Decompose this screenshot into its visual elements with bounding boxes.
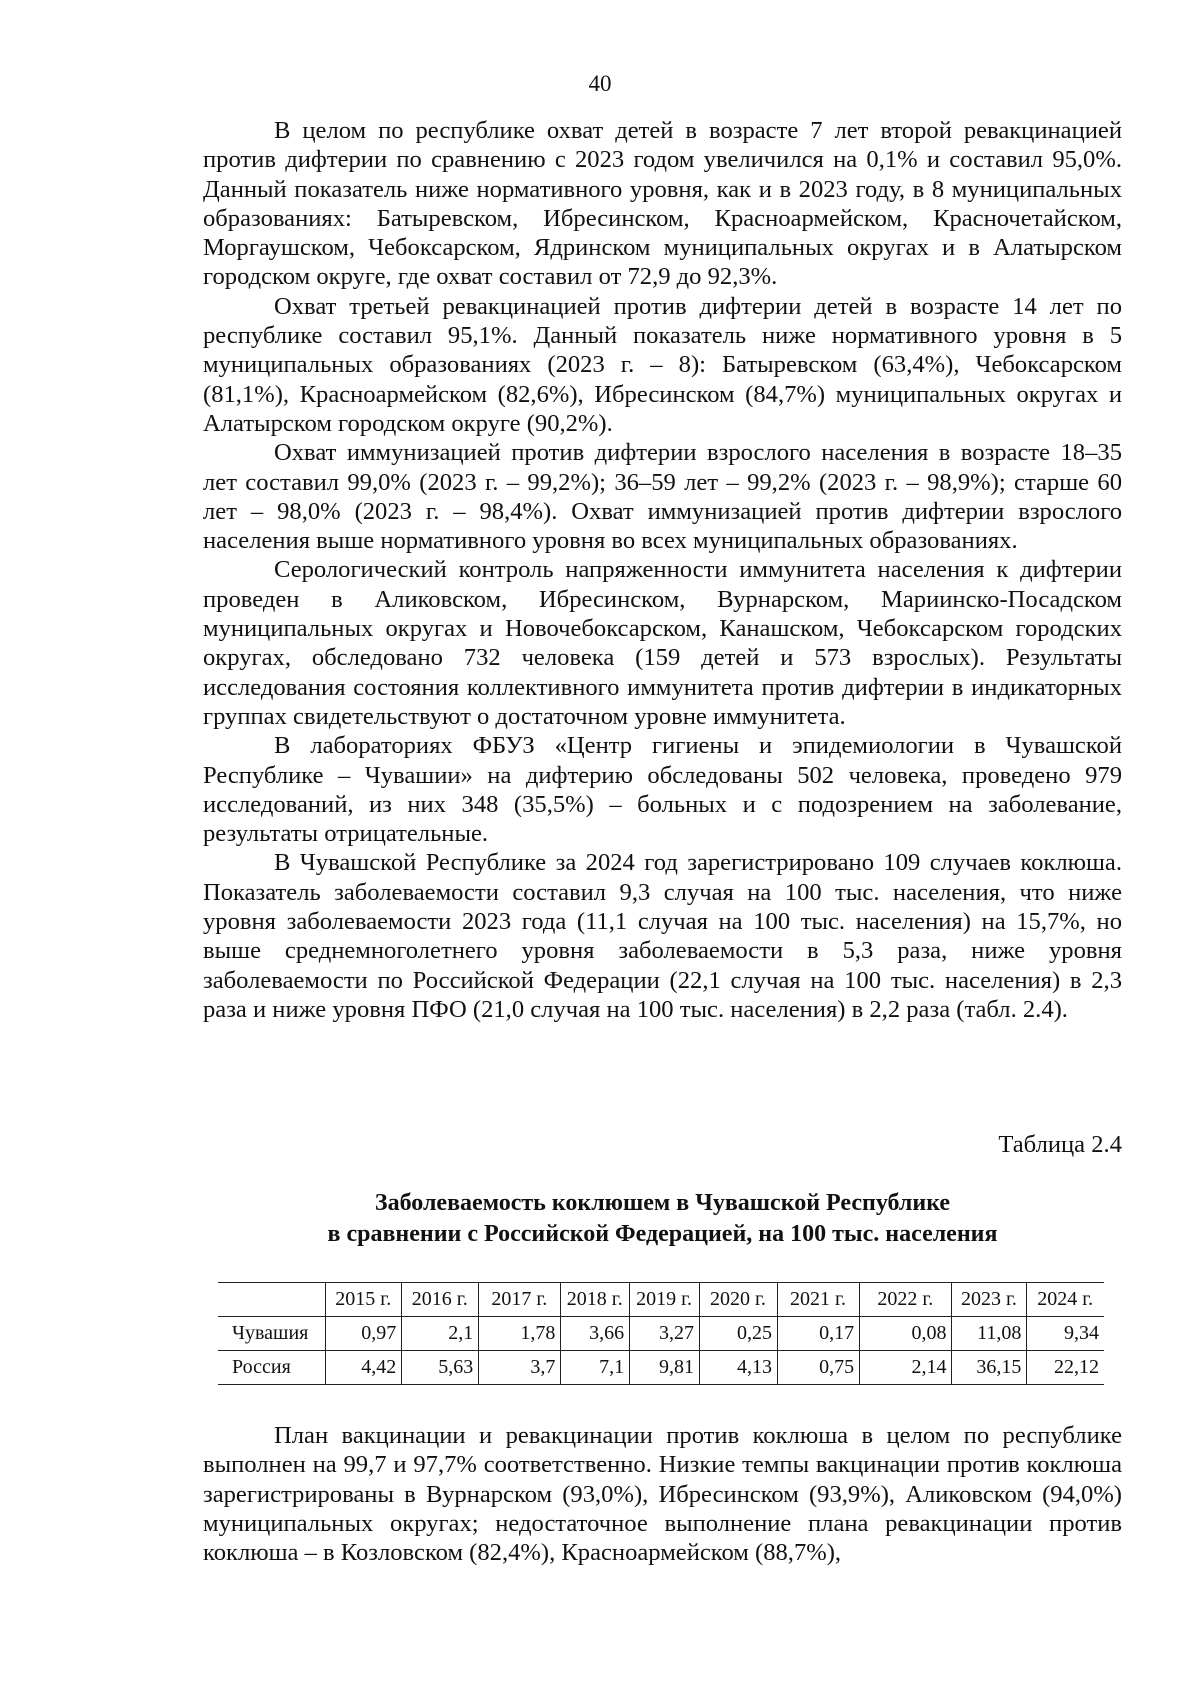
year-header: 2017 г. <box>479 1283 561 1317</box>
incidence-table <box>218 1282 1104 1385</box>
table-row <box>218 1351 1104 1385</box>
body-text-top <box>203 116 1122 1024</box>
paragraph: В Чувашской Республике за 2024 год зарегистрировано 109 случаев коклюша. Показатель заболеваемости составил 9,3 случая на 100 тыс. населения, что ниже уровня заболеваемости 2023 года (11,1 случая на 100 тыс. населения) на 15,7%, но выше среднемноголетнего уровня заболеваемости в 5,3 раза, ниже уровня заболеваемости по Российской Федерации (22,1 случая на 100 тыс. населения) в 2,3 раза и ниже уровня ПФО (21,0 случая на 100 тыс. населения) в 2,2 раза (табл. 2.4). <box>203 849 1122 1023</box>
year-header: 2022 г. <box>860 1283 952 1317</box>
year-header: 2019 г. <box>630 1283 700 1317</box>
paragraph: Серологический контроль напряженности иммунитета населения к дифтерии проведен в Аликовском, Ибресинском, Вурнарском, Мариинско-Посадском муниципальных округах и Новочебоксарском, Канашском, Чебоксарском городских округах, обследовано 732 человека (159 детей и 573 взрослых). Результаты исследования состояния коллективного иммунитета против дифтерии в индикаторных группах свидетельствуют о достаточном уровне иммунитета. <box>203 556 1122 730</box>
table-cell: 0,17 <box>777 1317 859 1351</box>
page-number: 40 <box>588 71 612 96</box>
table-cell: 36,15 <box>952 1351 1027 1385</box>
year-header: 2016 г. <box>402 1283 479 1317</box>
year-header: 2024 г. <box>1027 1283 1104 1317</box>
row-label: Россия <box>218 1351 326 1385</box>
table-cell: 9,81 <box>630 1351 700 1385</box>
table-cell: 2,14 <box>860 1351 952 1385</box>
table-title-line: в сравнении с Российской Федерацией, на 100 тыс. населения <box>327 1221 998 1247</box>
table-cell: 9,34 <box>1027 1317 1104 1351</box>
table-cell: 7,1 <box>561 1351 630 1385</box>
table-cell: 0,08 <box>860 1317 952 1351</box>
table-cell: 4,13 <box>699 1351 777 1385</box>
paragraph: В целом по республике охват детей в возрасте 7 лет второй ревакцинацией против дифтерии по сравнению с 2023 годом увеличился на 0,1% и составил 95,0%. Данный показатель ниже нормативного уровня, как и в 2023 году, в 8 муниципальных образованиях: Батыревском, Ибресинском, Красноармейском, Красночетайском, Моргаушском, Чебоксарском, Ядринском муниципальных округах и в Алатырском городском округе, где охват составил от 72,9 до 92,3%. <box>203 117 1122 291</box>
paragraph: Охват третьей ревакцинацией против дифтерии детей в возрасте 14 лет по республике составил 95,1%. Данный показатель ниже нормативного уровня в 5 муниципальных образованиях (2023 г. – 8): Батыревском (63,4%), Чебоксарском (81,1%), Красноармейском (82,6%), Ибресинском (84,7%) муниципальных округах и Алатырском городском округе (90,2%). <box>203 292 1122 437</box>
year-header: 2018 г. <box>561 1283 630 1317</box>
year-header: 2020 г. <box>699 1283 777 1317</box>
table-cell: 0,75 <box>777 1351 859 1385</box>
year-header: 2021 г. <box>777 1283 859 1317</box>
year-header: 2023 г. <box>952 1283 1027 1317</box>
table-cell: 3,27 <box>630 1317 700 1351</box>
table-cell: 11,08 <box>952 1317 1027 1351</box>
table-title <box>203 1188 1122 1250</box>
table-cell: 3,66 <box>561 1317 630 1351</box>
table-cell: 22,12 <box>1027 1351 1104 1385</box>
table-cell: 0,25 <box>699 1317 777 1351</box>
table-cell: 2,1 <box>402 1317 479 1351</box>
table-row <box>218 1317 1104 1351</box>
table-cell: 1,78 <box>479 1317 561 1351</box>
table-corner-cell <box>218 1283 326 1317</box>
table-label: Таблица 2.4 <box>998 1131 1122 1158</box>
table-header-row <box>218 1283 1104 1317</box>
table-title-line: Заболеваемость коклюшем в Чувашской Республике <box>374 1190 951 1216</box>
paragraph: В лабораториях ФБУЗ «Центр гигиены и эпидемиологии в Чувашской Республике – Чувашии» на дифтерию обследованы 502 человека, проведено 979 исследований, из них 348 (35,5%) – больных и с подозрением на заболевание, результаты отрицательные. <box>203 732 1122 848</box>
paragraph: План вакцинации и ревакцинации против коклюша в целом по республике выполнен на 99,7 и 97,7% соответственно. Низкие темпы вакцинации против коклюша зарегистрированы в Вурнарском (93,0%), Ибресинском (93,9%), Аликовском (94,0%) муниципальных округах; недостаточное выполнение плана ревакцинации против коклюша – в Козловском (82,4%), Красноармейском (88,7%), <box>203 1422 1122 1567</box>
table-cell: 4,42 <box>326 1351 402 1385</box>
paragraph: Охват иммунизацией против дифтерии взрослого населения в возрасте 18–35 лет составил 99,0% (2023 г. – 99,2%); 36–59 лет – 99,2% (2023 г. – 98,9%); старше 60 лет – 98,0% (2023 г. – 98,4%). Охват иммунизацией против дифтерии взрослого населения выше нормативного уровня во всех муниципальных образованиях. <box>203 439 1122 555</box>
table-cell: 5,63 <box>402 1351 479 1385</box>
table-cell: 3,7 <box>479 1351 561 1385</box>
year-header: 2015 г. <box>326 1283 402 1317</box>
row-label: Чувашия <box>218 1317 326 1351</box>
table-cell: 0,97 <box>326 1317 402 1351</box>
body-text-bottom <box>203 1421 1122 1567</box>
